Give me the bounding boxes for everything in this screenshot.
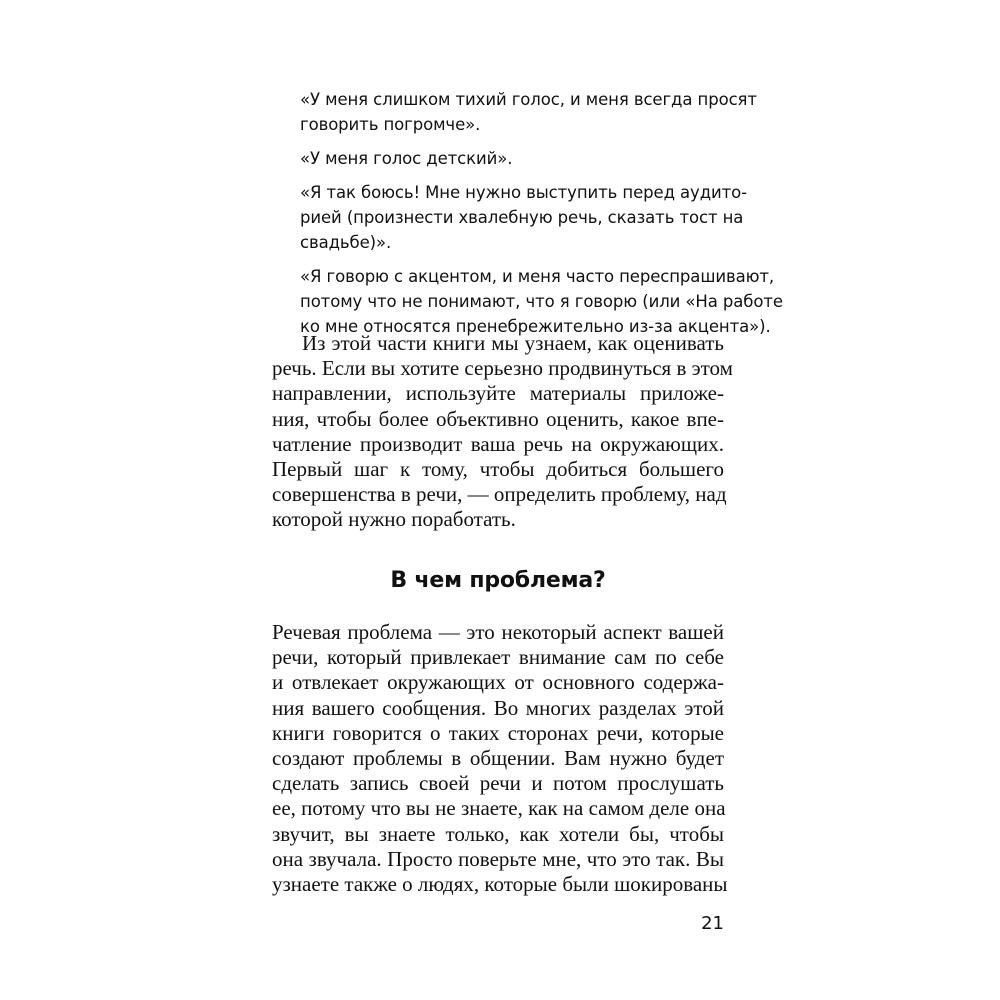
paragraph-line: и отвлекает окружающих от основного содержа- xyxy=(272,670,724,695)
paragraph-line: ния, чтобы более объективно оценить, какое впе- xyxy=(272,406,724,431)
quote-list xyxy=(300,87,783,339)
body-paragraph-problem xyxy=(272,620,728,897)
quote-item xyxy=(300,146,724,171)
paragraph-line: чатление производит ваша речь на окружающих. xyxy=(272,431,724,456)
quote-item xyxy=(300,264,783,339)
paragraph-line: узнаете также о людях, которые были шокированы xyxy=(272,871,728,896)
quote-line: ко мне относятся пренебрежительно из-за акцента»). xyxy=(300,317,771,336)
quote-line: потому что не понимают, что я говорю (или «На работе xyxy=(300,292,783,311)
quote-line: «Я так боюсь! Мне нужно выступить перед аудито- xyxy=(300,183,747,202)
quote-line: «У меня слишком тихий голос, и меня всегда просят xyxy=(300,90,757,109)
paragraph-line: книги говорится о таких сторонах речи, которые xyxy=(272,720,724,745)
section-heading: В чем проблема? xyxy=(390,568,606,593)
quote-item xyxy=(300,180,747,255)
quote-line: рией (произнести хвалебную речь, сказать тост на xyxy=(300,208,744,227)
paragraph-line: Речевая проблема — это некоторый аспект вашей xyxy=(272,620,724,644)
quote-item xyxy=(300,87,757,137)
paragraph-line: она звучала. Просто поверьте мне, что это так. Вы xyxy=(272,846,724,871)
paragraph-line: Из этой части книги мы узнаем, как оценивать xyxy=(302,331,724,355)
paragraph-line: речь. Если вы хотите серьезно продвинуться в этом xyxy=(272,356,733,381)
paragraph-line: сделать запись своей речи и потом прослушать xyxy=(272,771,724,796)
quote-line: «У меня голос детский». xyxy=(300,149,513,168)
paragraph-line: ния вашего сообщения. Во многих разделах этой xyxy=(272,695,724,720)
paragraph-line: ее, потому что вы не знаете, как на самом деле она xyxy=(272,796,726,821)
quote-line: говорить погромче». xyxy=(300,115,481,134)
paragraph-line: направлении, используйте материалы приложе- xyxy=(272,381,724,406)
page-number: 21 xyxy=(701,913,724,934)
paragraph-line: которой нужно поработать. xyxy=(272,507,516,532)
paragraph-line: речи, который привлекает внимание сам по себе xyxy=(272,645,724,670)
paragraph-line: звучит, вы знаете только, как хотели бы, чтобы xyxy=(272,821,724,846)
quote-line: свадьбе)». xyxy=(300,233,392,252)
body-paragraph-assessment xyxy=(272,331,733,533)
paragraph-line: совершенства в речи, — определить проблему, над xyxy=(272,482,727,507)
paragraph-line: Первый шаг к тому, чтобы добиться большего xyxy=(272,456,724,481)
paragraph-line: создают проблемы в общении. Вам нужно будет xyxy=(272,745,724,770)
book-page xyxy=(272,0,783,1000)
quote-line: «Я говорю с акцентом, и меня часто переспрашивают, xyxy=(300,267,775,286)
